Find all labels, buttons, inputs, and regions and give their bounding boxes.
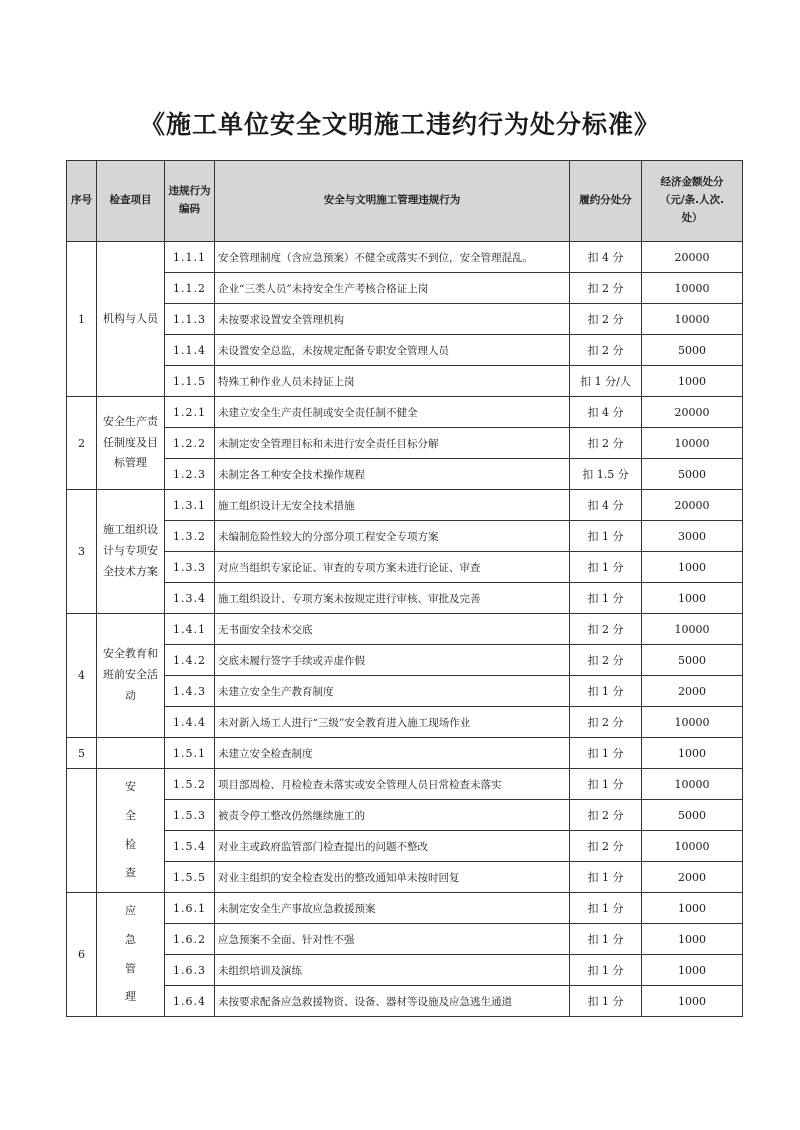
group-number: 2 [67,397,97,490]
violation-code: 1.4.4 [165,707,215,738]
fine-amount: 10000 [642,707,743,738]
table-row [67,521,743,552]
violation-description: 无书面安全技术交底 [215,614,570,645]
violation-code: 1.1.4 [165,335,215,366]
violation-description: 未制定安全生产事故应急救援预案 [215,893,570,924]
fine-amount: 2000 [642,862,743,893]
table-row [67,273,743,304]
fine-amount: 20000 [642,397,743,428]
violation-code: 1.2.3 [165,459,215,490]
violation-description: 对应当组织专家论证、审查的专项方案未进行论证、审查 [215,552,570,583]
fine-amount: 10000 [642,428,743,459]
violation-description: 未对新入场工人进行“三级”安全教育进入施工现场作业 [215,707,570,738]
table-row [67,924,743,955]
table-row [67,831,743,862]
violation-code: 1.2.1 [165,397,215,428]
performance-deduction: 扣 4 分 [570,242,642,273]
table-row [67,335,743,366]
violation-code: 1.1.5 [165,366,215,397]
performance-deduction: 扣 1 分 [570,676,642,707]
header-fine-line3: 处） [681,211,703,224]
violation-description: 交底未履行签字手续或弄虚作假 [215,645,570,676]
violation-code: 1.4.3 [165,676,215,707]
group-number: 3 [67,490,97,614]
violation-description: 未按要求设置安全管理机构 [215,304,570,335]
fine-amount: 3000 [642,521,743,552]
violation-code: 1.1.2 [165,273,215,304]
header-fine [642,161,743,242]
violation-code: 1.1.3 [165,304,215,335]
fine-amount: 1000 [642,738,743,769]
violation-code: 1.5.3 [165,800,215,831]
table-row [67,986,743,1017]
violation-description: 企业“三类人员”未持安全生产考核合格证上岗 [215,273,570,304]
header-no: 序号 [67,161,97,242]
table-row [67,552,743,583]
header-deduction: 履约分处分 [570,161,642,242]
group-number: 4 [67,614,97,738]
fine-amount: 1000 [642,986,743,1017]
table-row [67,304,743,335]
violation-code: 1.3.2 [165,521,215,552]
header-code-line2: 编码 [179,203,200,215]
header-code-line1: 违规行为 [168,185,211,198]
violation-code: 1.2.2 [165,428,215,459]
header-code [165,161,215,242]
table-row [67,459,743,490]
performance-deduction: 扣 1 分 [570,924,642,955]
violation-description: 应急预案不全面、针对性不强 [215,924,570,955]
violation-description: 未建立安全检查制度 [215,738,570,769]
violation-code: 1.4.2 [165,645,215,676]
fine-amount: 1000 [642,583,743,614]
fine-amount: 5000 [642,459,743,490]
violation-code: 1.6.4 [165,986,215,1017]
violation-code: 1.6.2 [165,924,215,955]
violation-code: 1.5.4 [165,831,215,862]
fine-amount: 20000 [642,490,743,521]
performance-deduction: 扣 1 分 [570,862,642,893]
performance-deduction: 扣 1 分/人 [570,366,642,397]
penalty-standard-table [66,160,743,1017]
table-row [67,614,743,645]
table-row [67,490,743,521]
violation-description: 未建立安全生产责任制或安全责任制不健全 [215,397,570,428]
group-check-item: 安全生产责任制度及目标管理 [97,397,165,490]
violation-code: 1.6.1 [165,893,215,924]
performance-deduction: 扣 2 分 [570,335,642,366]
header-fine-line2: （元/条.人次. [659,194,725,207]
violation-description: 对业主组织的安全检查发出的整改通知单未按时回复 [215,862,570,893]
group-check-item: 机构与人员 [97,242,165,397]
performance-deduction: 扣 4 分 [570,397,642,428]
fine-amount: 10000 [642,831,743,862]
violation-description: 项目部周检、月检检查未落实或安全管理人员日常检查未落实 [215,769,570,800]
performance-deduction: 扣 2 分 [570,645,642,676]
violation-description: 特殊工种作业人员未持证上岗 [215,366,570,397]
performance-deduction: 扣 1 分 [570,769,642,800]
document-title: 《施工单位安全文明施工违约行为处分标准》 [139,110,660,139]
fine-amount: 5000 [642,645,743,676]
violation-code: 1.1.1 [165,242,215,273]
violation-description: 未制定各工种安全技术操作规程 [215,459,570,490]
performance-deduction: 扣 1 分 [570,955,642,986]
violation-description: 未建立安全生产教育制度 [215,676,570,707]
group-check-item-text: 应急管理 [125,904,136,1004]
fine-amount: 10000 [642,273,743,304]
fine-amount: 10000 [642,304,743,335]
header-item: 检查项目 [97,161,165,242]
table-row [67,242,743,273]
performance-deduction: 扣 1.5 分 [570,459,642,490]
violation-code: 1.3.4 [165,583,215,614]
group-check-item: 安全教育和班前安全活动 [97,614,165,738]
group-check-item: 施工组织设计与专项安全技术方案 [97,490,165,614]
table-body [67,242,743,1017]
group-number: 5 [67,738,97,769]
violation-code: 1.6.3 [165,955,215,986]
table-row [67,738,743,769]
fine-amount: 1000 [642,552,743,583]
violation-code: 1.5.2 [165,769,215,800]
violation-description: 施工组织设计无安全技术措施 [215,490,570,521]
fine-amount: 5000 [642,335,743,366]
performance-deduction: 扣 1 分 [570,552,642,583]
violation-description: 未按要求配备应急救援物资、设备、器材等设施及应急逃生通道 [215,986,570,1017]
violation-description: 未制定安全管理目标和未进行安全责任目标分解 [215,428,570,459]
violation-description: 未设置安全总监，未按规定配备专职安全管理人员 [215,335,570,366]
fine-amount: 1000 [642,366,743,397]
fine-amount: 10000 [642,769,743,800]
fine-amount: 5000 [642,800,743,831]
table-row [67,676,743,707]
table-row [67,955,743,986]
table-row [67,645,743,676]
violation-code: 1.4.1 [165,614,215,645]
violation-description: 未编制危险性较大的分部分项工程安全专项方案 [215,521,570,552]
fine-amount: 1000 [642,955,743,986]
table-header-row [67,161,743,242]
performance-deduction: 扣 1 分 [570,893,642,924]
group-number: 1 [67,242,97,397]
performance-deduction: 扣 2 分 [570,614,642,645]
group-check-item [97,769,165,893]
header-fine-line1: 经济金额处分 [660,176,724,189]
violation-code: 1.5.1 [165,738,215,769]
group-check-item [97,893,165,1017]
fine-amount: 10000 [642,614,743,645]
violation-description: 被责令停工整改仍然继续施工的 [215,800,570,831]
performance-deduction: 扣 1 分 [570,583,642,614]
violation-code: 1.3.3 [165,552,215,583]
violation-code: 1.5.5 [165,862,215,893]
performance-deduction: 扣 2 分 [570,304,642,335]
performance-deduction: 扣 1 分 [570,738,642,769]
table-row [67,800,743,831]
group-check-item [97,738,165,769]
table-row [67,707,743,738]
fine-amount: 1000 [642,893,743,924]
group-number: 6 [67,893,97,1017]
fine-amount: 1000 [642,924,743,955]
performance-deduction: 扣 1 分 [570,521,642,552]
table-row [67,583,743,614]
performance-deduction: 扣 2 分 [570,428,642,459]
performance-deduction: 扣 2 分 [570,831,642,862]
table-row [67,769,743,800]
violation-description: 安全管理制度（含应急预案）不健全或落实不到位，安全管理混乱。 [215,242,570,273]
group-check-item-text: 安全检查 [125,780,136,880]
fine-amount: 20000 [642,242,743,273]
performance-deduction: 扣 1 分 [570,986,642,1017]
header-behavior: 安全与文明施工管理违规行为 [215,161,570,242]
table-row [67,366,743,397]
violation-code: 1.3.1 [165,490,215,521]
table-row [67,893,743,924]
table-row [67,397,743,428]
violation-description: 未组织培训及演练 [215,955,570,986]
violation-description: 施工组织设计、专项方案未按规定进行审核、审批及完善 [215,583,570,614]
group-number [67,769,97,893]
table-row [67,428,743,459]
fine-amount: 2000 [642,676,743,707]
table-row [67,862,743,893]
violation-description: 对业主或政府监管部门检查提出的问题不整改 [215,831,570,862]
performance-deduction: 扣 2 分 [570,273,642,304]
performance-deduction: 扣 2 分 [570,707,642,738]
performance-deduction: 扣 4 分 [570,490,642,521]
performance-deduction: 扣 2 分 [570,800,642,831]
